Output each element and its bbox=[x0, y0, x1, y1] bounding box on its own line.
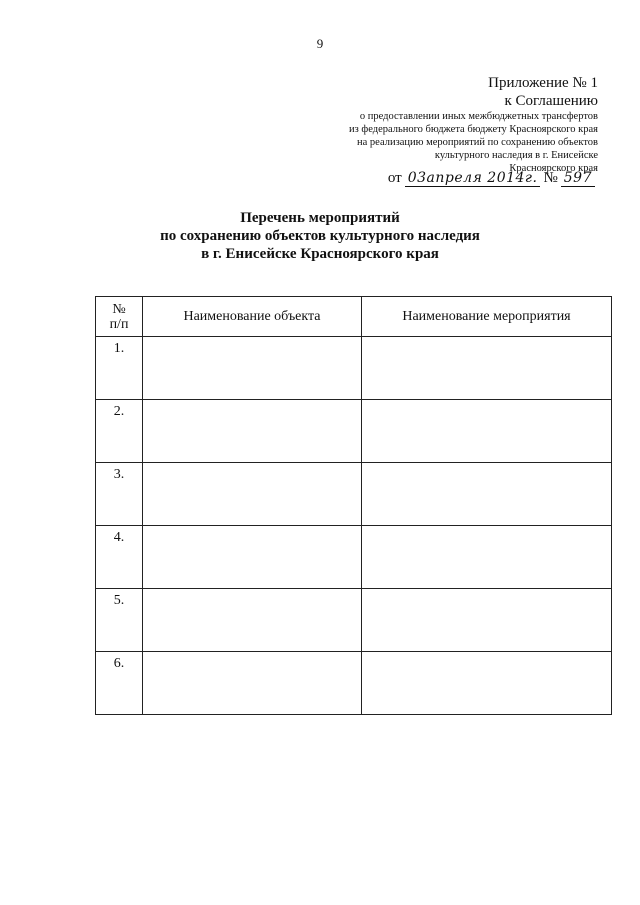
table-row bbox=[96, 463, 612, 526]
appendix-description-line: культурного наследия в г. Енисейске bbox=[434, 150, 598, 161]
handwritten-number: 597 bbox=[561, 170, 595, 187]
row-number: 1. bbox=[96, 337, 143, 400]
handwritten-date: 03апреля 2014г. bbox=[405, 170, 541, 187]
date-prefix: от bbox=[387, 170, 402, 186]
row-number: 6. bbox=[96, 652, 143, 715]
object-cell bbox=[143, 400, 362, 463]
appendix-description-line: из федерального бюджета бюджету Красноярского края bbox=[349, 124, 598, 135]
activity-cell bbox=[362, 337, 612, 400]
header-number bbox=[96, 297, 143, 337]
object-cell bbox=[143, 526, 362, 589]
appendix-description-line: на реализацию мероприятий по сохранению объектов bbox=[357, 137, 598, 148]
row-number: 2. bbox=[96, 400, 143, 463]
row-number: 3. bbox=[96, 463, 143, 526]
title-line: в г. Енисейске Красноярского края bbox=[201, 246, 439, 262]
appendix-description-line: о предоставлении иных межбюджетных трансфертов bbox=[359, 111, 598, 122]
document-title bbox=[0, 209, 640, 263]
header-number-sign: № bbox=[112, 301, 126, 317]
object-cell bbox=[143, 589, 362, 652]
table-row bbox=[96, 652, 612, 715]
row-number: 4. bbox=[96, 526, 143, 589]
activity-cell bbox=[362, 463, 612, 526]
page-number: 9 bbox=[316, 36, 324, 51]
header-number-abbr: п/п bbox=[109, 316, 129, 332]
appendix-subtitle: к Соглашению bbox=[504, 93, 598, 109]
activity-cell bbox=[362, 400, 612, 463]
title-line: Перечень мероприятий bbox=[240, 210, 400, 226]
table-row bbox=[96, 589, 612, 652]
appendix-block bbox=[349, 74, 598, 175]
activity-cell bbox=[362, 652, 612, 715]
activity-cell bbox=[362, 526, 612, 589]
table-row bbox=[96, 400, 612, 463]
header-object-name: Наименование объекта bbox=[143, 297, 362, 337]
header-activity-name: Наименование мероприятия bbox=[362, 297, 612, 337]
table-row bbox=[96, 526, 612, 589]
activity-cell bbox=[362, 589, 612, 652]
table-row bbox=[96, 337, 612, 400]
number-prefix: № bbox=[543, 170, 558, 186]
appendix-description-line: Красноярского края bbox=[509, 163, 598, 174]
table-header-row bbox=[96, 297, 612, 337]
date-line bbox=[388, 170, 598, 187]
object-cell bbox=[143, 652, 362, 715]
object-cell bbox=[143, 463, 362, 526]
appendix-title: Приложение № 1 bbox=[488, 75, 598, 91]
activities-table bbox=[95, 296, 612, 715]
row-number: 5. bbox=[96, 589, 143, 652]
object-cell bbox=[143, 337, 362, 400]
title-line: по сохранению объектов культурного наследия bbox=[160, 228, 480, 244]
